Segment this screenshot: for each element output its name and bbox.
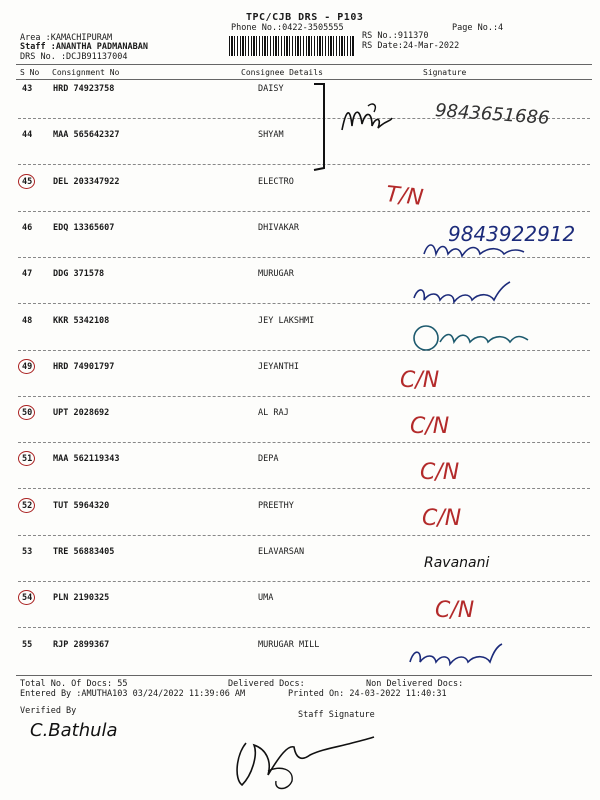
row-consignment: DDG 371578 — [53, 269, 105, 279]
row-divider — [18, 488, 590, 489]
row-consignment: KKR 5342108 — [53, 316, 110, 326]
row-divider — [18, 211, 590, 212]
staff-signature — [228, 725, 378, 797]
circled-mark — [18, 590, 35, 605]
row-divider — [18, 535, 590, 536]
page-number: Page No.:4 — [452, 23, 504, 33]
report-title: TPC/CJB DRS - P103 — [246, 12, 364, 23]
handwritten-tn: T/N — [384, 182, 425, 211]
row-consignment: PLN 2190325 — [53, 593, 110, 603]
row-sno: 49 — [22, 362, 33, 372]
row-consignee: ELECTRO — [258, 177, 294, 187]
row-consignment: DEL 203347922 — [53, 177, 120, 187]
total-docs: Total No. Of Docs: 55 — [20, 679, 128, 689]
printed-on: Printed On: 24-03-2022 11:40:31 — [288, 689, 447, 699]
circled-mark — [18, 174, 35, 189]
handwritten-cn-49: C/N — [400, 368, 440, 393]
row-divider — [18, 164, 590, 165]
entered-by: Entered By :AMUTHA103 03/24/2022 11:39:06 AM — [20, 689, 246, 699]
row-sno: 51 — [22, 454, 33, 464]
row-divider — [18, 627, 590, 628]
row-consignment: RJP 2899367 — [53, 640, 110, 650]
signature-murugar-mill — [406, 640, 506, 672]
col-consignee: Consignee Details — [241, 68, 323, 77]
circled-mark — [18, 359, 35, 374]
row-consignee: DEPA — [258, 454, 279, 464]
rs-date: RS Date:24-Mar-2022 — [362, 41, 460, 51]
area-label: Area :KAMACHIPURAM — [20, 33, 113, 43]
delivered-docs: Delivered Docs: — [228, 679, 305, 689]
handwritten-cn-54: C/N — [435, 598, 475, 623]
row-sno: 45 — [22, 177, 33, 187]
row-sno: 46 — [22, 223, 33, 233]
row-consignee: JEY LAKSHMI — [258, 316, 315, 326]
row-consignment: HRD 74923758 — [53, 84, 115, 94]
row-consignment: EDQ 13365607 — [53, 223, 115, 233]
row-sno: 44 — [22, 130, 33, 140]
row-sno: 54 — [22, 593, 33, 603]
row-sno: 48 — [22, 316, 33, 326]
verified-by-label: Verified By — [20, 706, 77, 716]
row-consignment: UPT 2028692 — [53, 408, 110, 418]
handwritten-phone-1: 9843651686 — [434, 100, 551, 129]
row-divider — [18, 396, 590, 397]
phone-number: Phone No.:0422-3505555 — [231, 23, 344, 33]
row-sno: 50 — [22, 408, 33, 418]
rs-number: RS No.:911370 — [362, 31, 429, 41]
row-consignee: DHIVAKAR — [258, 223, 299, 233]
row-sno: 52 — [22, 501, 33, 511]
col-sno: S No — [20, 68, 40, 77]
signature-shyam — [338, 100, 396, 140]
handwritten-phone-2: 9843922912 — [448, 222, 576, 246]
row-sno: 55 — [22, 640, 33, 650]
row-consignment: TUT 5964320 — [53, 501, 110, 511]
staff-signature-label: Staff Signature — [298, 710, 375, 720]
row-consignee: PREETHY — [258, 501, 294, 511]
row-consignee: MURUGAR MILL — [258, 640, 320, 650]
handwritten-ravanani: Ravanani — [424, 555, 490, 571]
signature-murugar — [410, 278, 520, 312]
non-delivered-docs: Non Delivered Docs: — [366, 679, 464, 689]
row-consignee: SHYAM — [258, 130, 284, 140]
row-consignment: TRE 56883405 — [53, 547, 115, 557]
row-consignee: JEYANTHI — [258, 362, 299, 372]
verified-signature: C.Bathula — [30, 720, 118, 741]
row-sno: 47 — [22, 269, 33, 279]
col-signature: Signature — [423, 68, 467, 77]
circled-mark — [18, 451, 35, 466]
handwritten-cn-51: C/N — [420, 460, 460, 485]
row-consignment: MAA 565642327 — [53, 130, 120, 140]
col-consignment: Consignment No — [52, 68, 120, 77]
circled-mark — [18, 405, 35, 420]
row-consignee: UMA — [258, 593, 274, 603]
handwritten-cn-52: C/N — [422, 506, 462, 531]
drs-number: DRS No. :DCJB91137004 — [20, 52, 128, 62]
row-sno: 53 — [22, 547, 33, 557]
row-consignment: HRD 74901797 — [53, 362, 115, 372]
bracket-mark — [310, 80, 330, 175]
circled-mark — [18, 498, 35, 513]
signature-jeylakshmi — [410, 322, 534, 352]
row-consignee: ELAVARSAN — [258, 547, 305, 557]
row-sno: 43 — [22, 84, 33, 94]
signature-dhivakar — [420, 236, 530, 262]
handwritten-cn-50: C/N — [410, 414, 450, 439]
row-consignee: MURUGAR — [258, 269, 294, 279]
staff-label: Staff :ANANTHA PADMANABAN — [20, 42, 148, 52]
row-divider — [18, 581, 590, 582]
barcode — [229, 36, 355, 56]
row-consignee: DAISY — [258, 84, 284, 94]
row-divider — [18, 442, 590, 443]
row-consignment: MAA 562119343 — [53, 454, 120, 464]
row-consignee: AL RAJ — [258, 408, 289, 418]
